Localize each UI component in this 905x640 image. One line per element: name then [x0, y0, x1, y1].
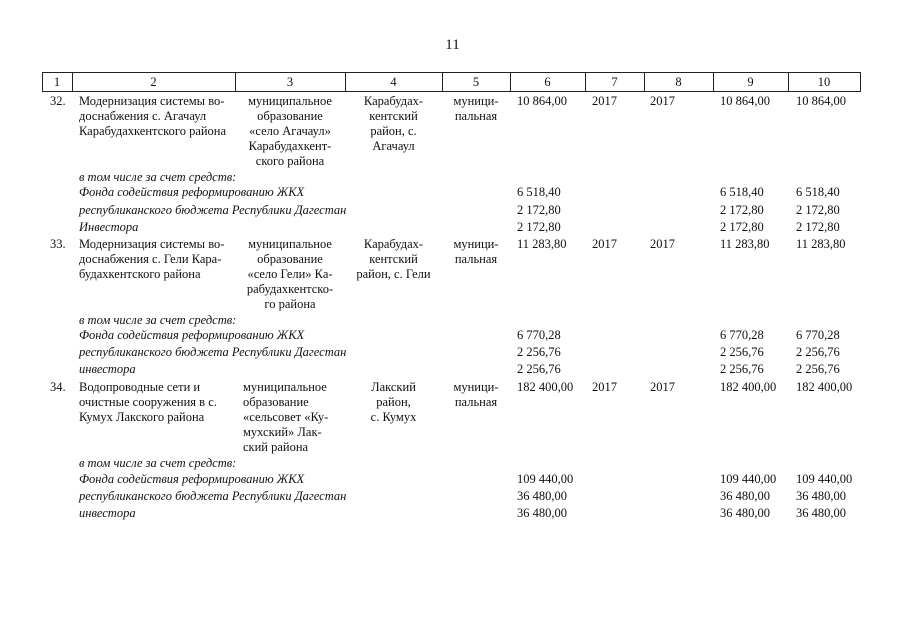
source-col10: 2 172,80	[796, 220, 840, 234]
source-col10: 6 770,28	[796, 328, 840, 342]
source-total: 6 770,28	[517, 328, 561, 342]
page-number: 11	[445, 37, 460, 53]
row-number: 32.	[50, 94, 66, 108]
col9-value: 10 864,00	[720, 94, 770, 108]
source-label: республиканского бюджета Республики Дагестан	[79, 345, 347, 359]
column-header: 6	[544, 75, 551, 89]
object-name: Модернизация системы во- доснабжения с. Агачаул Карабудахкентского района	[79, 94, 227, 138]
funding-sources-label: в том числе за счет средств:	[79, 313, 237, 327]
column-header: 3	[286, 75, 294, 89]
source-total: 36 480,00	[517, 489, 567, 503]
end-year: 2017	[650, 237, 675, 251]
source-label: инвестора	[79, 362, 136, 376]
header-col-divider	[860, 72, 861, 92]
object-name: Водопроводные сети и очистные сооружения в с. Кумух Лакского района	[79, 380, 217, 424]
source-col10: 36 480,00	[796, 506, 846, 520]
column-header: 10	[817, 75, 831, 89]
total-cost: 182 400,00	[517, 380, 574, 394]
source-total: 2 256,76	[517, 345, 561, 359]
header-bottom-rule	[42, 91, 860, 92]
source-label: Инвестора	[79, 220, 139, 234]
source-total: 2 172,80	[517, 220, 561, 234]
start-year: 2017	[592, 380, 617, 394]
total-cost: 10 864,00	[517, 94, 567, 108]
location: Карабудах- кентский район, с. Гели	[356, 237, 431, 281]
column-header: 5	[472, 75, 480, 89]
source-col9: 2 256,76	[720, 362, 764, 376]
start-year: 2017	[592, 237, 617, 251]
source-label: Фонда содействия реформированию ЖКХ	[79, 185, 305, 199]
col9-value: 182 400,00	[720, 380, 777, 394]
column-header: 7	[611, 75, 618, 89]
column-header: 4	[390, 75, 397, 89]
source-col10: 2 256,76	[796, 345, 840, 359]
funding-sources-label: в том числе за счет средств:	[79, 170, 237, 184]
source-total: 2 256,76	[517, 362, 561, 376]
location: Лакский район, с. Кумух	[370, 380, 417, 424]
col10-value: 11 283,80	[796, 237, 846, 251]
row-number: 34.	[50, 380, 66, 394]
source-total: 109 440,00	[517, 472, 574, 486]
source-total: 2 172,80	[517, 203, 561, 217]
source-col9: 2 172,80	[720, 203, 764, 217]
municipal-entity: муниципальное образование «село Агачаул» Карабудахкент- ского района	[248, 94, 332, 168]
municipal-entity: муниципальное образование «село Гели» Ка- рабудахкентско- го района	[246, 237, 334, 311]
source-label: Фонда содействия реформированию ЖКХ	[79, 472, 305, 486]
column-header: 8	[675, 75, 682, 89]
col9-value: 11 283,80	[720, 237, 770, 251]
column-header: 1	[53, 75, 61, 89]
col10-value: 182 400,00	[796, 380, 853, 394]
source-label: республиканского бюджета Республики Дагестан	[79, 489, 347, 503]
source-label: Фонда содействия реформированию ЖКХ	[79, 328, 305, 342]
source-col9: 36 480,00	[720, 506, 770, 520]
source-col10: 109 440,00	[796, 472, 853, 486]
funding-sources-label: в том числе за счет средств:	[79, 456, 237, 470]
end-year: 2017	[650, 94, 675, 108]
source-label: инвестора	[79, 506, 136, 520]
col10-value: 10 864,00	[796, 94, 846, 108]
object-name: Модернизация системы во- доснабжения с. Гели Кара- будахкентского района	[79, 237, 225, 281]
end-year: 2017	[650, 380, 675, 394]
source-total: 36 480,00	[517, 506, 567, 520]
total-cost: 11 283,80	[517, 237, 567, 251]
ownership: муници- пальная	[453, 94, 499, 123]
row-number: 33.	[50, 237, 66, 251]
column-header: 2	[150, 75, 157, 89]
source-col10: 2 256,76	[796, 362, 840, 376]
source-total: 6 518,40	[517, 185, 561, 199]
ownership: муници- пальная	[453, 237, 499, 266]
source-col9: 6 518,40	[720, 185, 764, 199]
source-col9: 2 256,76	[720, 345, 764, 359]
source-col9: 2 172,80	[720, 220, 764, 234]
source-col9: 6 770,28	[720, 328, 764, 342]
municipal-entity: муниципальное образование «сельсовет «Ку- мухский» Лак- ский района	[243, 380, 329, 454]
source-col10: 36 480,00	[796, 489, 846, 503]
header-top-rule	[42, 72, 860, 73]
source-col9: 36 480,00	[720, 489, 770, 503]
source-col10: 2 172,80	[796, 203, 840, 217]
source-label: республиканского бюджета Республики Дагестан	[79, 203, 347, 217]
source-col9: 109 440,00	[720, 472, 777, 486]
column-header: 9	[747, 75, 754, 89]
ownership: муници- пальная	[453, 380, 499, 409]
location: Карабудах- кентский район, с. Агачаул	[363, 94, 424, 153]
source-col10: 6 518,40	[796, 185, 840, 199]
start-year: 2017	[592, 94, 617, 108]
